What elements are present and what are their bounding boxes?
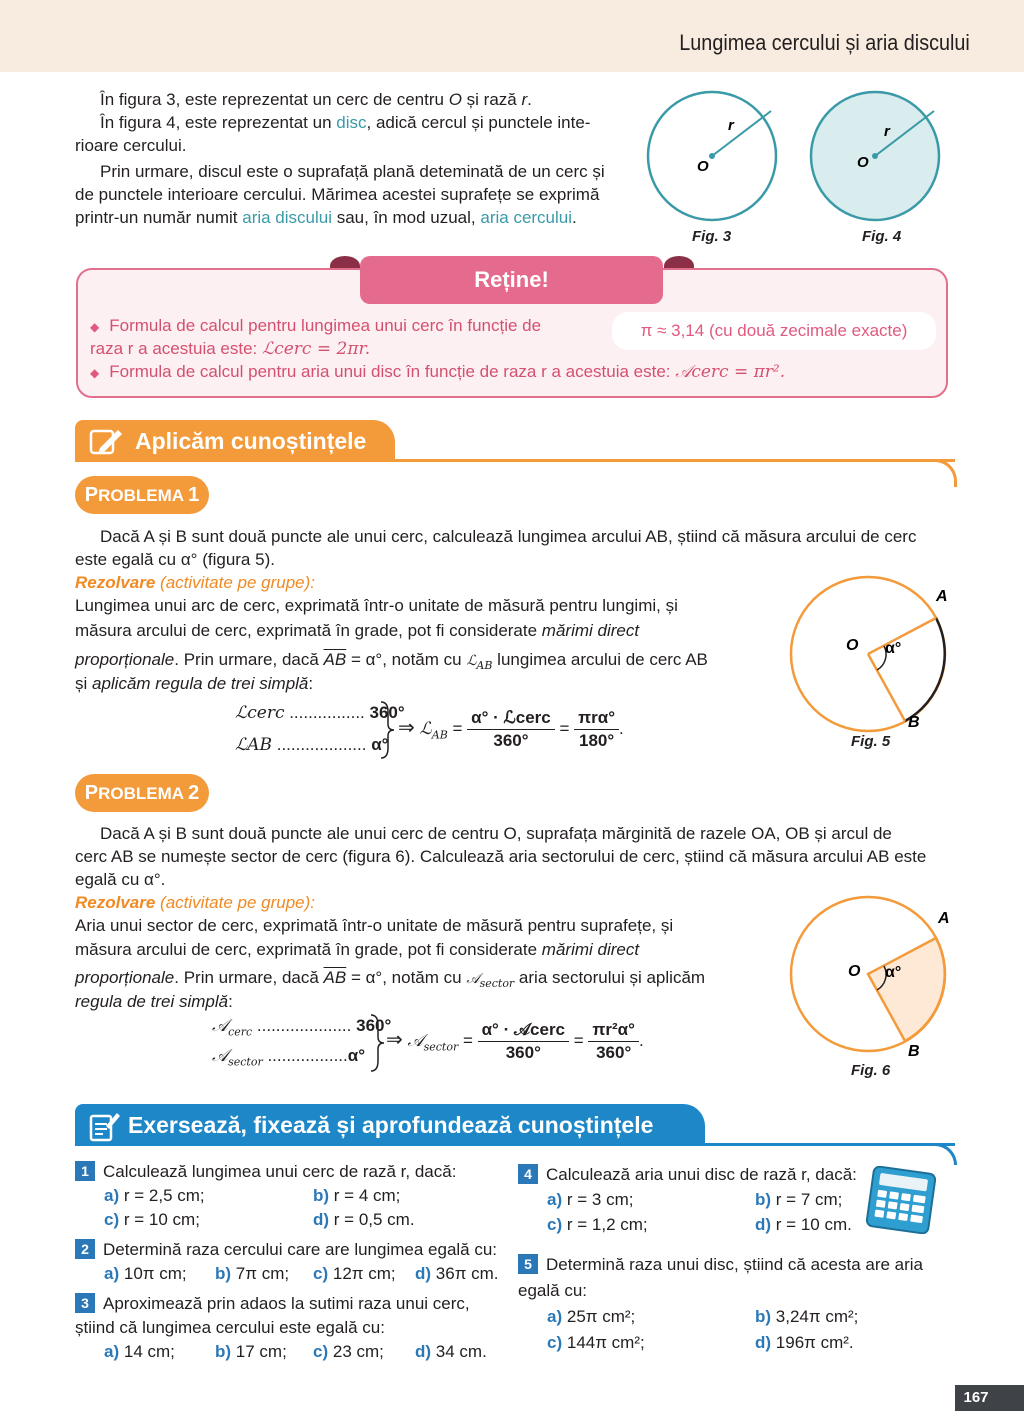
p2-line-5: măsura arcului de cerc, exprimată în grade, pot fi considerate mărimi direct: [75, 940, 640, 959]
circle-length-formula: ℒcerc = 2πr.: [261, 339, 371, 359]
page-number: 167: [955, 1385, 997, 1411]
exercise-4-a: a) r = 3 cm;: [547, 1190, 634, 1209]
exercise-1-c: c) r = 10 cm;: [104, 1210, 200, 1229]
p1-line-2: este egală cu α° (figura 5).: [75, 550, 275, 569]
section2-title: Exersează, fixează și aprofundează cunoștințele: [75, 1104, 705, 1146]
exercise-5-line-2: egală cu:: [518, 1281, 587, 1300]
exercise-1-a: a) r = 2,5 cm;: [104, 1186, 205, 1205]
exercise-4-c: c) r = 1,2 cm;: [547, 1215, 648, 1234]
retine-bullet-2: ◆ Formula de calcul pentru aria unui disc în funcție de raza r a acestuia este: 𝒜cerc = πr².: [90, 362, 786, 382]
section2-rule: [705, 1143, 957, 1165]
p1-rule-of-three-row-2: ℒAB ................... α°: [235, 735, 389, 755]
p1-brace: [378, 700, 398, 760]
intro-line-6: printr-un număr numit aria discului sau, în mod uzual, aria cercului.: [75, 208, 577, 227]
fig6-angle-label: α°: [885, 964, 902, 981]
problem1-tab: PROBLEMA 1: [75, 476, 209, 514]
figure-5-arc: [768, 575, 968, 735]
section1-title: Aplicăm cunoștințele: [75, 420, 395, 462]
intro-line-4: Prin urmare, discul este o suprafață plană deteminată de un cerc și: [100, 162, 605, 181]
exercise-3-c: c) 23 cm;: [313, 1342, 384, 1361]
chapter-title: Lungimea cercului și aria discului: [679, 30, 970, 55]
exercise-4-b: b) r = 7 cm;: [755, 1190, 843, 1209]
fig5-center-label: O: [846, 637, 859, 654]
exercise-2-b: b) 7π cm;: [215, 1264, 290, 1283]
exercise-1-b: b) r = 4 cm;: [313, 1186, 401, 1205]
exercise-3-line-2: știind că lungimea cercului este egală cu:: [75, 1318, 385, 1337]
exercise-2-c: c) 12π cm;: [313, 1264, 396, 1283]
fig6-point-b: B: [908, 1043, 920, 1060]
exercise-4: 4 Calculează aria unui disc de rază r, dacă:: [518, 1163, 857, 1187]
intro-line-2: În figura 4, este reprezentat un disc, adică cercul și punctele inte-: [100, 113, 591, 132]
exercise-5-c: c) 144π cm²;: [547, 1333, 645, 1352]
arc-ab: $\overline{AB}$: [323, 968, 347, 987]
intro-line-1: În figura 3, este reprezentat un cerc de centru O și rază r.: [100, 90, 532, 109]
exercise-5-b: b) 3,24π cm²;: [755, 1307, 859, 1326]
fig3-center-label: O: [697, 158, 709, 175]
figure-3-circle: [640, 85, 790, 230]
p2-rule-of-three-row-1: 𝒜$_{cerc}$ .................... 360°: [212, 1016, 392, 1039]
fig4-radius-label: r: [884, 123, 890, 140]
fig6-point-a: A: [938, 910, 950, 927]
fig6-center-label: O: [848, 963, 861, 980]
intro-line-3: rioare cercului.: [75, 136, 187, 155]
fig5-caption: Fig. 5: [851, 733, 891, 750]
problem2-tab: PROBLEMA 2: [75, 774, 209, 812]
fig6-caption: Fig. 6: [851, 1062, 891, 1079]
fig3-radius-label: r: [728, 117, 734, 134]
calculator-icon: [862, 1166, 940, 1234]
exercise-4-d: d) r = 10 cm.: [755, 1215, 852, 1234]
arc-ab: $\overline{AB}$: [323, 650, 347, 669]
fig5-point-a: A: [936, 588, 948, 605]
p1-line-5: proporționale. Prin urmare, dacă $\overline{AB} = \alpha^\circ$, notăm cu ℒ$_{AB}$ lungimea arcului de cerc AB: [75, 650, 708, 672]
intro-line-5: de punctele interioare cercului. Mărimea acestei suprafețe se exprimă: [75, 185, 600, 204]
diamond-bullet-icon: ◆: [90, 320, 100, 334]
section1-rule: [395, 459, 957, 487]
fig5-angle-label: α°: [885, 640, 902, 657]
fig3-caption: Fig. 3: [692, 228, 732, 245]
term-aria-discului: aria discului: [242, 208, 332, 227]
exercise-2: 2 Determină raza cercului care are lungimea egală cu:: [75, 1238, 497, 1262]
term-aria-cercului: aria cercului: [480, 208, 573, 227]
retine-title: Reține!: [360, 256, 663, 304]
fig5-point-b: B: [908, 714, 920, 731]
exercise-5: 5 Determină raza unui disc, știind că acesta are aria: [518, 1253, 923, 1277]
exercise-1-d: d) r = 0,5 cm.: [313, 1210, 415, 1229]
pencil-note-icon: [88, 426, 124, 458]
p2-line-1: Dacă A și B sunt două puncte ale unui cerc de centru O, suprafața mărginită de razele OA, OB și arcul de: [100, 824, 892, 843]
retine-bullet-1-line-1: ◆ Formula de calcul pentru lungimea unui cerc în funcție de: [90, 316, 542, 335]
p2-line-6: proporționale. Prin urmare, dacă $\overline{AB} = \alpha^\circ$, notăm cu 𝒜$_{sector}$ aria sectorului și aplicăm: [75, 968, 706, 990]
p2-line-3: egală cu α°.: [75, 870, 166, 889]
p2-rule-of-three-row-2: 𝒜$_{sector}$ .................α°: [212, 1046, 365, 1069]
p1-line-1: Dacă A și B sunt două puncte ale unui cerc, calculează lungimea arcului AB, știind că măsura arcului de cerc: [100, 527, 917, 546]
diamond-bullet-icon: ◆: [90, 366, 100, 380]
p2-line-7: regula de trei simplă:: [75, 992, 233, 1011]
p1-line-6: și aplicăm regula de trei simplă:: [75, 674, 314, 693]
sector-area-symbol: 𝒜$_{sector}$: [466, 971, 515, 990]
exercise-5-d: d) 196π cm².: [755, 1333, 854, 1352]
p1-rule-of-three-row-1: ℒcerc ................ 360°: [235, 703, 405, 723]
exercise-5-a: a) 25π cm²;: [547, 1307, 636, 1326]
notepad-pencil-icon: [88, 1110, 120, 1142]
exercise-3-a: a) 14 cm;: [104, 1342, 175, 1361]
pi-approximation-note: π ≈ 3,14 (cu două zecimale exacte): [612, 312, 936, 350]
exercise-2-a: a) 10π cm;: [104, 1264, 187, 1283]
p2-result: ⇒ 𝒜$_{sector}$ = $\frac{\text{α° · 𝒜cerc}}{360^\circ}$ = $\frac{\text{πr²α°}}{360^\circ}$ .: [386, 1020, 644, 1062]
disc-area-formula: 𝒜cerc = πr².: [675, 362, 786, 382]
exercise-2-d: d) 36π cm.: [415, 1264, 499, 1283]
p1-rezolvare: Rezolvare (activitate pe grupe):: [75, 573, 316, 592]
p1-result: ⇒ ℒ$_{AB}$ = $\frac{\text{α° · ℒcerc}}{360^\circ}$ = $\frac{\text{πrα°}}{180^\circ}$ .: [398, 708, 624, 750]
p2-rezolvare: Rezolvare (activitate pe grupe):: [75, 893, 316, 912]
arc-length-symbol: ℒ$_{AB}$: [466, 653, 493, 672]
exercise-3-d: d) 34 cm.: [415, 1342, 487, 1361]
term-disc: disc: [336, 113, 367, 132]
p1-line-3: Lungimea unui arc de cerc, exprimată într-o unitate de măsură pentru lungimi, și: [75, 596, 678, 615]
exercise-3-b: b) 17 cm;: [215, 1342, 287, 1361]
figure-6-sector: [768, 895, 968, 1060]
retine-bullet-1-line-2: raza r a acestuia este: ℒcerc = 2πr.: [90, 339, 371, 359]
p1-line-4: măsura arcului de cerc, exprimată în grade, pot fi considerate mărimi direct: [75, 621, 640, 640]
p2-brace: [368, 1013, 388, 1073]
exercise-1: 1 Calculează lungimea unui cerc de rază r, dacă:: [75, 1160, 456, 1184]
page-edge-band: [997, 1385, 1024, 1411]
fig4-caption: Fig. 4: [862, 228, 902, 245]
page-header: [0, 0, 1024, 72]
p2-line-4: Aria unui sector de cerc, exprimată într-o unitate de măsură pentru suprafețe, și: [75, 916, 674, 935]
figure-4-disc: [803, 85, 953, 230]
exercise-3: 3 Aproximează prin adaos la sutimi raza unui cerc,: [75, 1292, 470, 1316]
fig4-center-label: O: [857, 154, 869, 171]
p2-line-2: cerc AB se numește sector de cerc (figura 6). Calculează aria sectorului de cerc, știind că măsura arcului AB este: [75, 847, 927, 866]
